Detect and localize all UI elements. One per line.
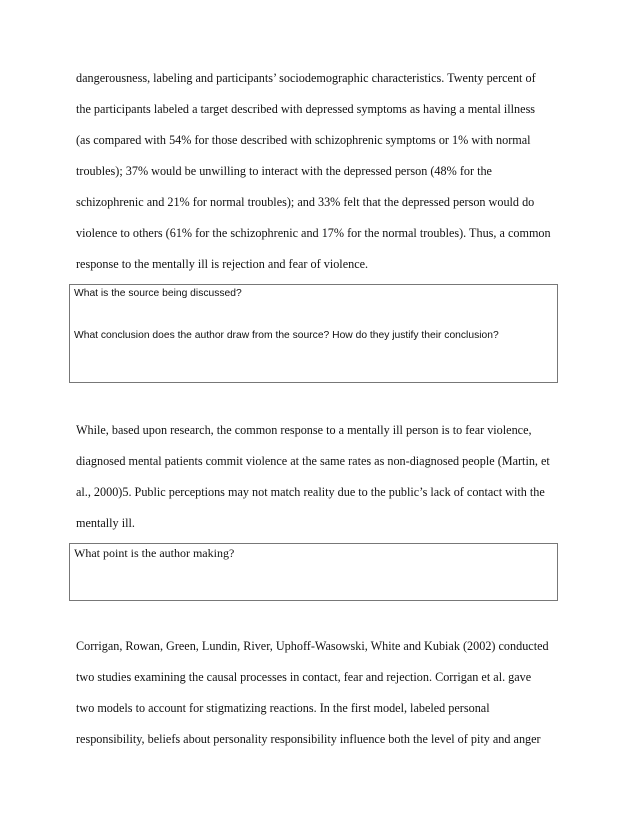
question-box-2 <box>69 543 558 601</box>
question-source: What is the source being discussed? <box>74 288 242 299</box>
paragraph-line: the participants labeled a target described with depressed symptoms as having a mental illness <box>76 102 536 116</box>
paragraph-line: schizophrenic and 21% for normal troubles); and 33% felt that the depressed person would do <box>76 195 535 209</box>
paragraph-line: two studies examining the causal processes in contact, fear and rejection. Corrigan et al. gave <box>76 670 532 684</box>
paragraph-line: al., 2000)5. Public perceptions may not match reality due to the public’s lack of contact with the <box>76 485 545 499</box>
question-conclusion: What conclusion does the author draw from the source? How do they justify their conclusion? <box>74 330 499 341</box>
question-point: What point is the author making? <box>74 546 235 560</box>
paragraph-line: While, based upon research, the common response to a mentally ill person is to fear violence, <box>76 423 532 437</box>
paragraph-line: response to the mentally ill is rejection and fear of violence. <box>76 257 369 271</box>
paragraph-line: (as compared with 54% for those described with schizophrenic symptoms or 1% with normal <box>76 133 531 147</box>
question-box-1 <box>69 284 558 383</box>
paragraph-line: Corrigan, Rowan, Green, Lundin, River, Uphoff-Wasowski, White and Kubiak (2002) conducted <box>76 639 549 653</box>
paragraph-line: violence to others (61% for the schizophrenic and 17% for the normal troubles). Thus, a common <box>76 226 551 240</box>
paragraph-line: mentally ill. <box>76 516 135 530</box>
paragraph-line: two models to account for stigmatizing reactions. In the first model, labeled personal <box>76 701 490 715</box>
paragraph-line: responsibility, beliefs about personality responsibility influence both the level of pity and anger <box>76 732 541 746</box>
paragraph-line: troubles); 37% would be unwilling to interact with the depressed person (48% for the <box>76 164 492 178</box>
paragraph-line: diagnosed mental patients commit violence at the same rates as non-diagnosed people (Martin, et <box>76 454 550 468</box>
paragraph-line: dangerousness, labeling and participants’ sociodemographic characteristics. Twenty percent of <box>76 71 536 85</box>
